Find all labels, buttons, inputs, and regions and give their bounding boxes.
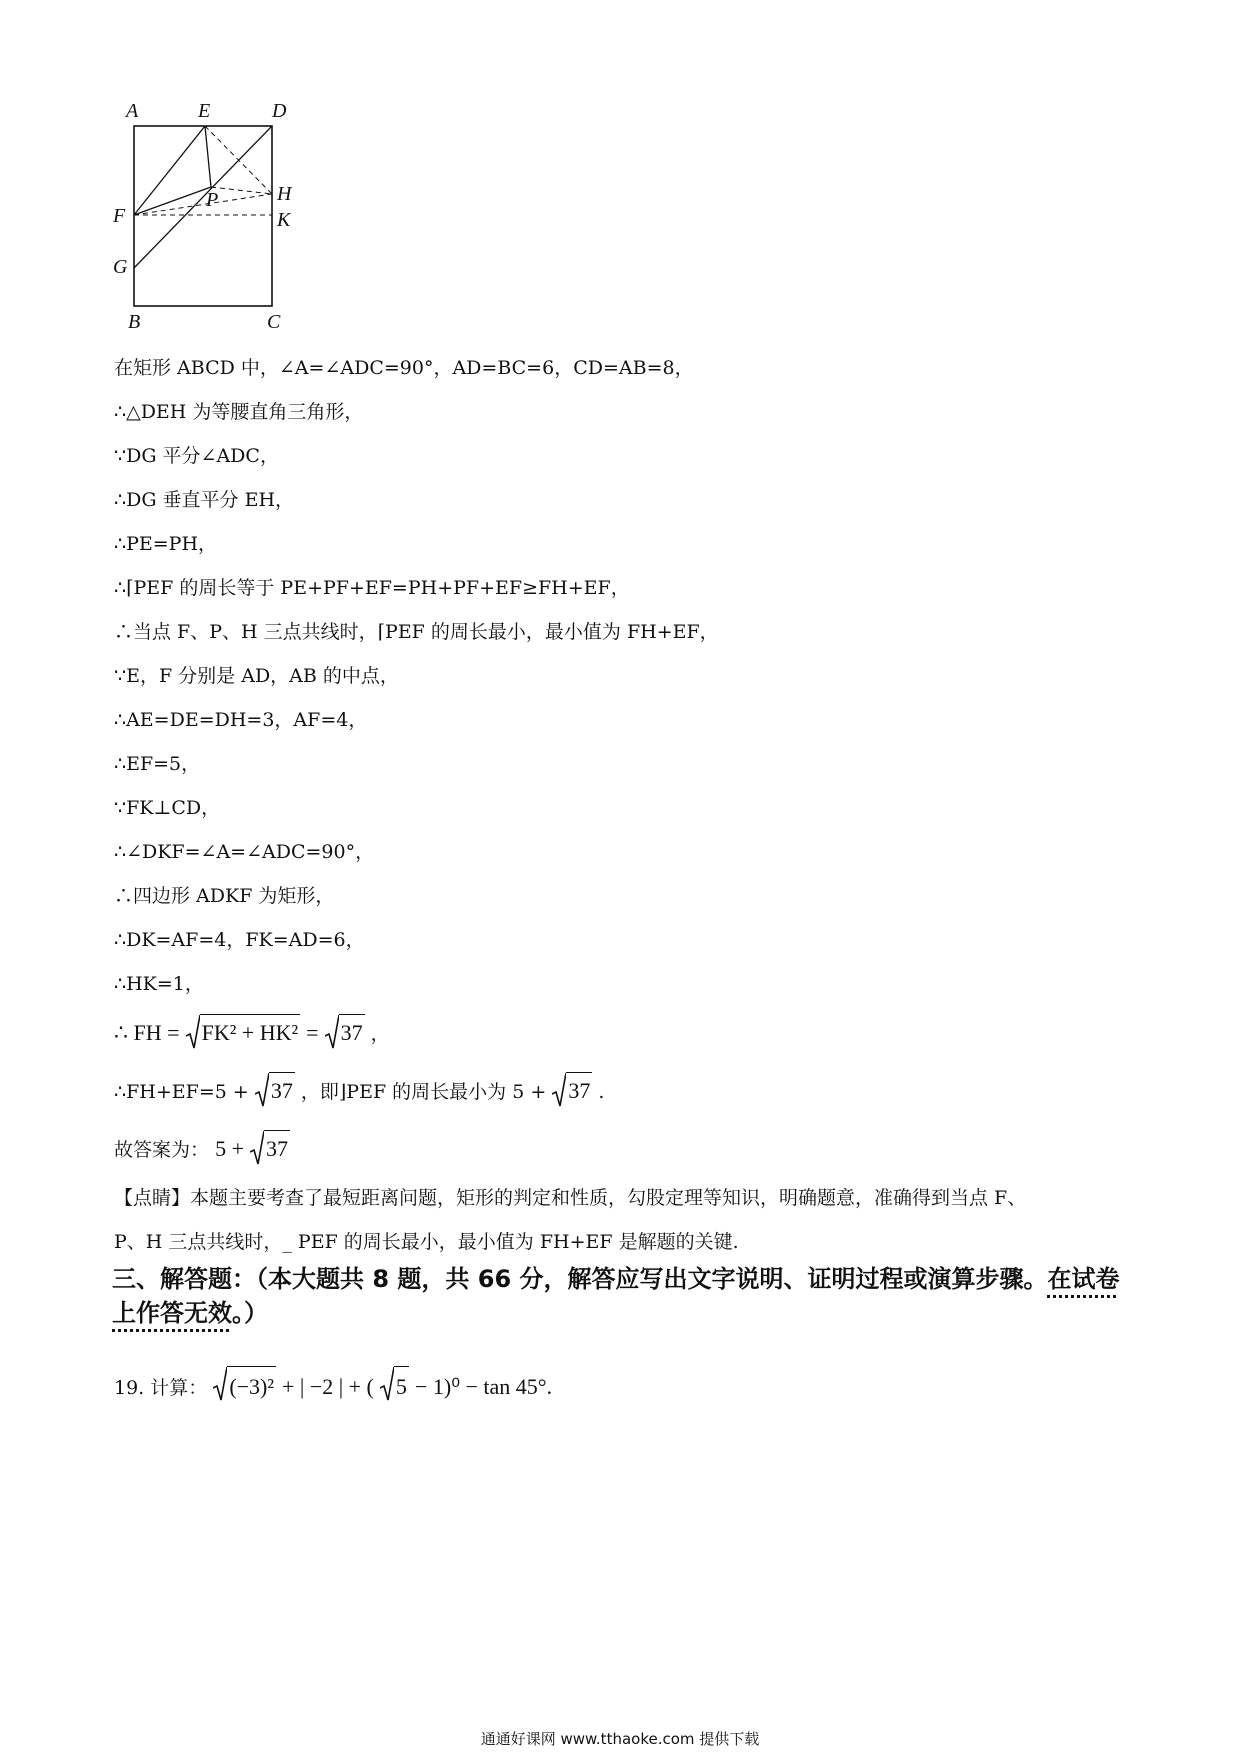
page-footer: 通通好课网 www.tthaoke.com 提供下载 xyxy=(480,1730,760,1748)
label-e: E xyxy=(198,100,211,122)
label-p: P xyxy=(206,189,219,211)
expr-tail: − 1)⁰ − tan 45°. xyxy=(414,1374,553,1399)
answer-label: 故答案为： xyxy=(114,1139,210,1161)
comment-line-1: 【点睛】本题主要考查了最短距离问题，矩形的判定和性质，勾股定理等知识，明确题意，准确得到当点 F、 xyxy=(114,1187,1027,1209)
solution-line: ∴AE=DE=DH=3，AF=4， xyxy=(114,709,368,731)
solution-line: 在矩形 ABCD 中，∠A=∠ADC=90°，AD=BC=6，CD=AB=8， xyxy=(114,357,694,379)
label-f: F xyxy=(113,205,126,227)
answer-line xyxy=(114,1130,290,1166)
radical-sign-icon xyxy=(552,1072,566,1108)
answer-sqrt xyxy=(250,1130,290,1167)
expr-abs: + | −2 | + ( xyxy=(282,1374,374,1399)
solution-line: ∵DG 平分∠ADC， xyxy=(114,445,279,467)
section-title xyxy=(112,1262,1132,1330)
comment-line-2: P、H 三点共线时，_ PEF 的周长最小，最小值为 FH+EF 是解题的关键. xyxy=(114,1231,739,1253)
answer-value: 5 + xyxy=(215,1136,244,1161)
segment-ep xyxy=(205,126,211,187)
radical-sign-icon xyxy=(186,1014,200,1050)
label-h: H xyxy=(277,183,292,205)
radical-sign-icon xyxy=(213,1366,227,1402)
rectangle-diagram xyxy=(110,100,350,380)
solution-line: ∴DG 垂直平分 EH， xyxy=(114,489,295,511)
radicand-37: 37 xyxy=(264,1130,290,1167)
section-title-main: 三、解答题：（本大题共 8 题，共 66 分，解答应写出文字说明、证明过程或演算步骤。 xyxy=(112,1265,1048,1293)
solution-line: ∴HK=1， xyxy=(114,973,204,995)
solution-line: ∴PE=PH， xyxy=(114,533,218,555)
radicand-37: 37 xyxy=(269,1072,295,1109)
sqrt-37-second xyxy=(552,1072,592,1109)
radicand-37: 37 xyxy=(566,1072,592,1109)
equals-sign: = xyxy=(306,1020,319,1045)
solution-line: ∴DK=AF=4，FK=AD=6， xyxy=(114,929,365,951)
solution-line: ∴当点 F、P、H 三点共线时，⌈PEF 的周长最小，最小值为 FH+EF， xyxy=(114,621,719,643)
sum-middle: ，即⌋PEF 的周长最小为 5 + xyxy=(300,1081,547,1103)
solution-line: ∵E，F 分别是 AD，AB 的中点， xyxy=(114,665,399,687)
solution-line: ∵FK⊥CD， xyxy=(114,797,221,819)
solution-line: ∴⌈PEF 的周长等于 PE+PF+EF=PH+PF+EF≥FH+EF， xyxy=(114,577,630,599)
segment-ph xyxy=(211,187,272,194)
rectangle-abcd xyxy=(134,126,272,306)
solution-line: ∴四边形 ADKF 为矩形， xyxy=(114,885,335,907)
radicand-37: 37 xyxy=(339,1014,365,1051)
period: . xyxy=(598,1081,605,1103)
section-title-emphasis: 在试卷上作答无效 xyxy=(112,1265,1120,1327)
label-k: K xyxy=(277,209,291,231)
label-a: A xyxy=(126,100,139,122)
radical-sign-icon xyxy=(380,1366,394,1402)
radical-sign-icon xyxy=(325,1014,339,1050)
label-b: B xyxy=(128,311,141,333)
radicand-5: 5 xyxy=(394,1366,409,1407)
section-title-end: 。） xyxy=(232,1299,268,1327)
radicand-neg3-squared: (−3)² xyxy=(227,1366,276,1407)
sqrt-37 xyxy=(255,1072,295,1109)
radical-sign-icon xyxy=(255,1072,269,1108)
sum-prefix: ∴FH+EF=5 + xyxy=(114,1081,249,1103)
label-d: D xyxy=(272,100,287,122)
comma: ， xyxy=(370,1023,390,1045)
formula-sum xyxy=(114,1072,604,1108)
formula-fh xyxy=(114,1014,390,1050)
label-c: C xyxy=(267,311,281,333)
sqrt-5 xyxy=(380,1366,409,1407)
label-g: G xyxy=(113,256,128,278)
sqrt-neg3-squared xyxy=(213,1366,276,1407)
solution-line: ∴∠DKF=∠A=∠ADC=90°， xyxy=(114,841,375,863)
radical-sign-icon xyxy=(250,1130,264,1166)
formula-prefix: ∴ FH = xyxy=(114,1020,180,1045)
sqrt-37 xyxy=(325,1014,365,1051)
solution-line: ∴△DEH 为等腰直角三角形， xyxy=(114,401,364,423)
solution-line: ∴EF=5， xyxy=(114,753,201,775)
radicand: FK² + HK² xyxy=(200,1014,301,1051)
question-number: 19. 计算： xyxy=(114,1377,208,1399)
sqrt-expression xyxy=(186,1014,301,1051)
geometry-figure xyxy=(110,100,350,380)
question-19 xyxy=(114,1366,552,1406)
